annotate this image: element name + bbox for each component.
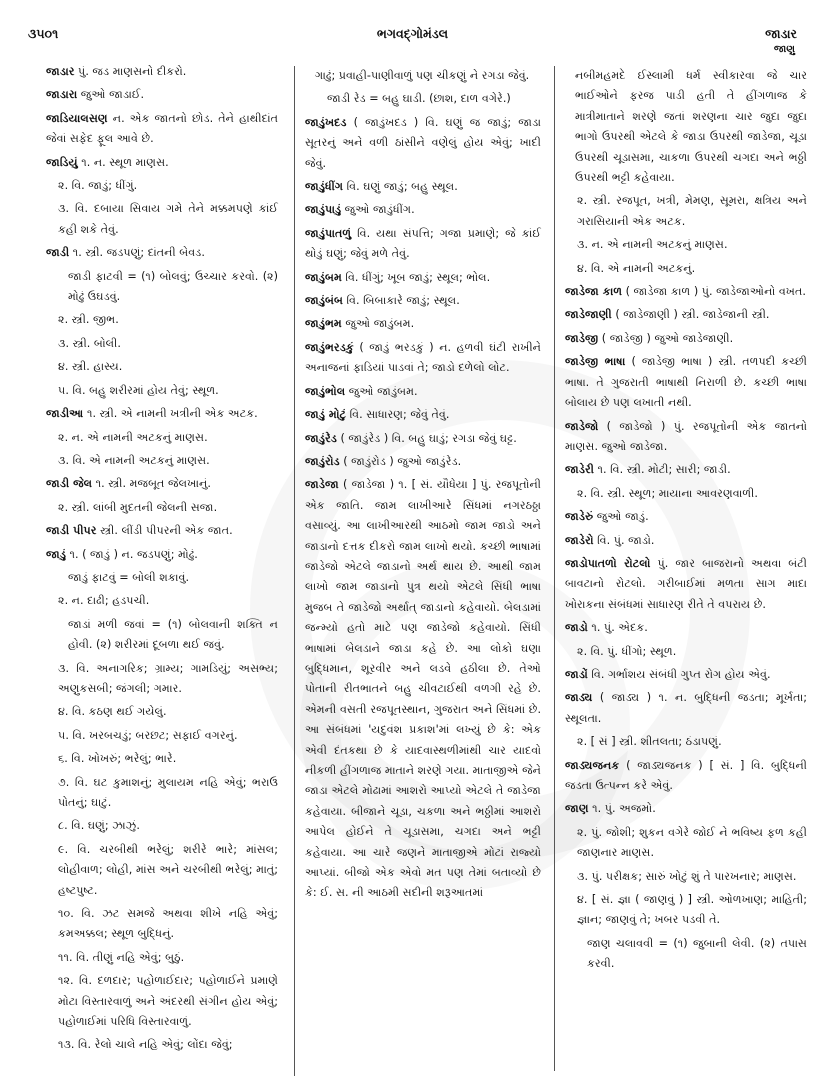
definition-text: ( જાડેજા ) ૧. [ સં. યૌધેયા ] પું. રજપૂતોની એક જાતિ. જામ લાખીઆરે સિંધમાં નગરઠઠ્ઠા વસાવ્યું. આ લાખીઆરથી આઠમો જામ જાડો અને જાડાનો દત્તક દીકરો જામ લાખો થયો. કચ્છી ભાષામાં જાડેજો એટલે જાડાનો અર્થ થાય છે. આથી જામ લાખો જામ જાડાનો પુત્ર થયો એટલે સિંધી ભાષા મુજબ તે જાડેજો અર્થાત્ જાડાનો કહેવાયો. બેલડામાં જન્મ્યો હતો માટે પણ જાડેજો કહેવાયો. સિંધી ભાષામાં બેલડાને જાડા કહે છે. આ લોકો ઘણા બુદ્ધિમાન, શૂરવીર અને લડવે હઠીલા છે. તેઓ પોતાની રીતભાતને બહુ ચીવટાઈથી વળગી રહે છે. એમની વસતી રજપૂતસ્થાન, ગુજરાત અને સિંધમાં છે. આ સંબંધમાં 'યદુવંશ પ્રકાશ'માં લખ્યું છે કે: એક એવી દંતકથા છે કે યાદવાસ્થળીમાંથી ચાર યાદવો નીકળી હીંગળાજ માતાને શરણે ગયા. માતાજીએ જેને જાડા એટલે મોઢામાં આશરો આપ્યો એટલે તે જાડેજા કહેવાયા. બીજાને ચૂડા, ચકળા અને ભઠ્ઠીમાં આશરો આપેલ હોઈને તે ચૂડાસમા, ચગદા અને ભટ્ટી કહેવાયા. આ ચારે જણને માતાજીએ મોટાં રાજ્યો આપ્યાં. બીજો એક એવો મત પણ તેમાં બતાવ્યો છે કે: ઈ. સ. ની આઠમી સદીની શરૂઆતમાં (305, 478, 541, 900)
dictionary-entry (305, 314, 541, 334)
headword: જાડી પીપર (46, 524, 97, 538)
headword: જાડી જેલ (46, 477, 93, 491)
headword: જાડું મોટું (305, 408, 347, 422)
headword: જાડુંભરડકું (305, 340, 354, 354)
sense-definition: ૨. ન. એ નામની અટકનું માણસ. (58, 430, 208, 444)
dictionary-entry (305, 429, 541, 449)
headword: જાડેજો (565, 419, 599, 433)
definition-text: વિ. સાધારણ; જેવું તેવું. (346, 408, 450, 422)
dictionary-columns (46, 62, 806, 1062)
definition-text: ( જાડેજા કાળ ) પું. જાડેજાઓનો વખત. (622, 285, 806, 299)
headword: જાડું (46, 547, 66, 561)
definition-text: ૧. પું. એદક. (587, 621, 648, 635)
sense-definition: ૯. વિ. ચરબીથી ભરેલું; શરીરે ભારે; માંસલ; લોહીવાળ; લોહી, માંસ અને ચરબીથી ભરેલું; માતું; હષ્ટપુષ્ટ. (58, 842, 278, 897)
dictionary-entry (565, 531, 807, 551)
sense-definition: ૪. [ સં. જ્ઞા ( જાણવું ) ] સ્ત્રી. ઓળખાણ; માહિતી; જ્ઞાન; જાણવું તે; ખબર પડવી તે. (577, 893, 807, 927)
dictionary-entry (305, 382, 541, 402)
definition-text: ન. એક જાતનો છોડ. તેને હાથીદાંત જેવાં સફેદ ફૂલ આવે છે. (46, 111, 278, 146)
dictionary-entry (565, 688, 807, 729)
headword: જાડ્ય (565, 691, 593, 705)
headword: જાડો (565, 621, 588, 635)
dictionary-entry (565, 665, 807, 685)
column-2 (294, 66, 541, 1076)
dictionary-entry (46, 404, 278, 424)
sense-definition: ૫. વિ. બહુ શરીરમાં હોય તેવું; સ્થૂળ. (58, 383, 219, 397)
headword: જાડિયાલસણ (46, 111, 108, 125)
guide-word-first: જાડાર (765, 26, 797, 41)
dictionary-entry (565, 554, 807, 615)
dictionary-entry (46, 243, 278, 263)
continued-definition: નબીમહમદે ઈસ્લામી ધર્મ સ્વીકારવા જે ચાર ભાઈઓને ફરજ પાડી હતી તે હીંગળાજ કે માત્રીમાતાને શરણે જતાં શરણના ચાર જુદા જુદા ભાગો ઉપરથી એટલે કે જાડા ઉપરથી જાડેજા, ચૂડા ઉપરથી ચૂડાસમા, ચાકળા ઉપરથી ચગદા અને ભઠ્ઠી ઉપરથી ભટ્ટી કહેવાયા. (575, 69, 807, 185)
sense-definition: ૫. વિ. ખરબચડું; બરછટ; સફાઈ વગરનું. (58, 728, 238, 742)
headword: જાડુંખદડ (305, 115, 347, 129)
dictionary-entry (565, 305, 807, 325)
dictionary-entry (46, 474, 278, 494)
sense-definition: ૨. વિ. પું. ધીંગો; સ્થૂળ. (577, 644, 677, 658)
sense-definition: ૪. વિ. કઠણ થઈ ગયેલું. (58, 705, 167, 719)
definition-text: ૧. સ્ત્રી. મજબૂત જેલખાનું. (92, 477, 211, 491)
dictionary-entry (46, 85, 278, 105)
sense-definition: ૨. સ્ત્રી. જીભ. (58, 313, 119, 327)
sense-definition: ૬. વિ. ખોખરું; ભરેલું; ભારે. (58, 752, 177, 766)
definition-text: વિ. બિબાકારે જાડું; સ્થૂલ. (342, 294, 460, 308)
dictionary-entry (565, 799, 807, 819)
definition-text: વિ. યથા સંપત્તિ; ગજા પ્રમાણે; જે કાંઈ થોડું ઘણું; જેવું મળે તેવું. (305, 226, 541, 261)
dictionary-entry (305, 177, 541, 197)
definition-text: ( જાડું ભરડકું ) ન. હળવી ઘંટી રાખીને અનાજનાં ફાડિયાં પાડવાં તે; જાડો દળેલો લોટ. (305, 340, 541, 375)
dictionary-entry (46, 521, 278, 541)
headword: જાડુંપાતળું (305, 226, 352, 240)
sense-definition: ૮. વિ. ઘણું; ઝાઝું. (58, 819, 140, 833)
sense-definition: ૨. વિ. જાડું; ધીંગું. (58, 179, 138, 193)
headword: જાડુંપાડું (305, 203, 342, 217)
headword: જાડેરું (565, 510, 594, 524)
idiom-usage: જાણ ચલાવવી = (૧) જુબાની લેવી. (૨) તપાસ કરવી. (587, 936, 807, 971)
page-header (28, 26, 797, 55)
dictionary-entry (46, 109, 278, 150)
dictionary-entry (565, 756, 807, 797)
definition-text: ૧. સ્ત્રી. એ નામની ખત્રીની એક અટક. (83, 407, 258, 421)
headword: જાડી (46, 246, 70, 260)
dictionary-entry (46, 545, 278, 565)
dictionary-entry (565, 417, 807, 458)
definition-text: ( જાડેજાણી ) સ્ત્રી. જાડેજાની સ્ત્રી. (611, 308, 770, 322)
dictionary-entry (305, 338, 541, 379)
sense-definition: ૧૨. વિ. દળદાર; પહોળાઈદાર; પહોળાઈને પ્રમાણે મોટા વિસ્તારવાળું અને અંદરથી સંગીન હોય એવું; પહોળાઈમાં પરિધિ વિસ્તારવાળું. (58, 974, 278, 1029)
dictionary-entry (565, 507, 807, 527)
definition-text: સ્ત્રી. લીંડી પીપરની એક જાત. (96, 524, 233, 538)
dictionary-entry (305, 200, 541, 220)
idiom-usage: જાડું ફાટવું = બોલી શકાવું. (68, 570, 190, 584)
column-1 (46, 62, 278, 1059)
dictionary-entry (305, 224, 541, 265)
definition-text: જુઓ જાડુંબમ. (341, 317, 415, 331)
sense-definition: ૩. વિ. દબાયા સિવાય ગમે તેને મક્કમપણે કાંઈ કહી શકે તેવું. (58, 202, 278, 236)
definition-text: ૧. સ્ત્રી. જડપણું; દાંતની બેવડ. (69, 246, 205, 260)
dictionary-entry (305, 475, 541, 904)
headword: જાડુંભોલ (305, 384, 346, 398)
definition-text: વિ. ગર્ભાશય સંબંધી ગુપ્ત રોગ હોય એવું. (587, 667, 771, 681)
dictionary-entry (565, 460, 807, 480)
sense-definition: ૧૦. વિ. ઝટ સમજે અથવા શીખે નહિ એવું; કમઅક્કલ; સ્થૂળ બુદ્ધિનું. (58, 907, 278, 941)
dictionary-entry (305, 268, 541, 288)
headword: જાડેરી (565, 463, 594, 477)
definition-text: ૧. વિ. સ્ત્રી. મોટી; સારી; જાડી. (593, 463, 731, 477)
definition-text: ( જાડુંખદડ ) વિ. ઘણું જ જાડું; જાડા સૂતરનું અને વળી ઠાંસીને વણેલું હોય એવું; ખાદી જેવું. (305, 115, 541, 170)
guide-word-last: જાણુ (773, 44, 795, 55)
headword: જાડ્યજનક (565, 758, 620, 772)
sense-definition: ૪. સ્ત્રી. હાસ્ય. (58, 360, 123, 374)
dictionary-entry (305, 113, 541, 174)
sense-definition: ૧૩. વિ. રેલો ચાલે નહિ એવું; લોંદા જેવું; (58, 1038, 233, 1052)
headword: જાણ (565, 802, 589, 816)
definition-text: પું. જાર બાજરાનો અથવા બંટી બાવટાનો રોટલો. ગરીબાઈમાં મળતા સાગ માદા ખોરાકના સંબંધમાં સાધારણ રીતે તે વપરાય છે. (565, 556, 807, 611)
sense-definition: ૨. [ સં ] સ્ત્રી. શીતલતા; ઠંડાપણું. (577, 735, 722, 749)
definition-text: વિ. ધીંગું; ખૂબ જાડું; સ્થૂલ; ભોલ. (341, 270, 491, 284)
dictionary-entry (565, 329, 807, 349)
headword: જાડેજા (305, 478, 339, 492)
continued-definition: ગાઢું; પ્રવાહી-પાણીવાળું પણ ચીકણું ને રગડા જેવું. (315, 69, 530, 82)
sense-definition: ૨. પું. જોશી; શુકન વગેરે જોઈ ને ભવિષ્ય ફળ કહી જાણનાર માણસ. (577, 825, 807, 860)
headword: જાડુંબંબ (305, 294, 343, 308)
headword: જાડેજાણી (565, 308, 612, 322)
sense-definition: ૨. ન. દાઢી; હડપચી. (58, 594, 150, 608)
definition-text: ( જાડુંરોડ ) જુઓ જાડુંરેડ. (339, 454, 462, 468)
definition-text: જુઓ જાડુંબમ. (345, 384, 418, 398)
definition-text: ૧. ( જાડું ) ન. જડપણું; મોઢું. (65, 547, 198, 561)
definition-text: જુઓ જાડાઈ. (77, 88, 145, 102)
definition-text: ૧. પું. અજમો. (588, 802, 656, 816)
column-3 (554, 66, 807, 1071)
definition-text: જુઓ જાડું. (593, 510, 649, 524)
definition-text: ( જાડેજી ભાષા ) સ્ત્રી. તળપદી કચ્છી ભાષા. તે ગુજરાતી ભાષાથી નિરાળી છે. કચ્છી ભાષા બોલાય છે પણ લખાતી નથી. (565, 355, 807, 410)
definition-text: વિ. ઘણું જાડું; બહુ સ્થૂલ. (343, 180, 458, 194)
sense-definition: ૩. પું. પરીક્ષક; સારું ખોટું શું તે પારખનાર; માણસ. (577, 869, 797, 883)
definition-text: ( જાડેજો ) પું. રજપૂતોની એક જાતનો માણસ. જુઓ જાડેજા. (565, 419, 807, 453)
headword: જાડુંભમ (305, 317, 342, 331)
dictionary-entry (46, 62, 278, 82)
page-number: ૩૫૦૧ (28, 26, 59, 41)
dictionary-entry (565, 618, 807, 638)
headword: જાડારા (46, 88, 78, 102)
sense-definition: ૪. વિ. એ નામની અટકનું. (577, 261, 696, 275)
headword: જાડોં (565, 667, 588, 681)
dictionary-entry (305, 452, 541, 472)
dictionary-entry (565, 282, 807, 302)
headword: જાડુંધીંગ (305, 180, 344, 194)
sense-definition: ૩. સ્ત્રી. બોલી. (58, 336, 121, 350)
sense-definition: ૩. ન. એ નામની અટકનું માણસ. (577, 238, 728, 252)
headword: જાડાર (46, 65, 75, 78)
sense-definition: ૩. વિ. એ નામની અટકનું માણસ. (58, 453, 210, 467)
headword: જાડેજી (565, 331, 599, 345)
headword: જાડુંરોડ (305, 454, 340, 468)
headword: જાડુંરેડ (305, 431, 337, 445)
book-title: ભગવદ્ગોમંડલ (376, 26, 449, 41)
idiom-usage: જાડાં મળી જવાં = (૧) બોલવાની શક્તિ ન હોવી. (૨) શરીરમાં દૂબળા થઈ જવું. (68, 617, 278, 652)
dictionary-entry (565, 352, 807, 413)
definition-text: ( જાડ્ય ) ૧. ન. બુદ્ધિની જડતા; મૂર્ખતા; સ્થૂલતા. (565, 691, 807, 725)
headword: જાડેજી ભાષા (565, 355, 626, 369)
definition-text: ( જાડેજી ) જુઓ જાડેજાણી. (598, 331, 734, 345)
sense-definition: ૨. વિ. સ્ત્રી. સ્થૂળ; માયાના આવરણવાળી. (577, 486, 758, 500)
headword: જાડિયું (46, 155, 78, 169)
headword: જાડેરો (565, 533, 594, 547)
idiom-usage: જાડી રેડ = બહુ ઘાડી. (છાશ, દાળ વગેરે.) (327, 92, 511, 106)
dictionary-entry (46, 153, 278, 173)
headword: જાડીઆ (46, 407, 84, 421)
headword: જાડેજા કાળ (565, 285, 623, 299)
sense-definition: ૧૧. વિ. તીણું નહિ એવું; બુઠું. (58, 950, 185, 964)
definition-text: પું. જડ માણસનો દીકરો. (74, 65, 187, 78)
idiom-usage: જાડી ફાટવી = (૧) બોલવું; ઉચ્ચાર કરવો. (૨) મોઢું ઉઘડવું. (68, 269, 278, 304)
headword: જાડોપાતળો રોટલો (565, 556, 651, 570)
definition-text: વિ. પું. જાડો. (593, 533, 655, 547)
sense-definition: ૭. વિ. ઘટ કુમાશનું; મુલાયમ નહિ એવું; ભરાઉ પોતનું; ઘાટું. (58, 775, 278, 809)
definition-text: ( જાડ્યજનક ) [ સં. ] વિ. બુદ્ધિની જડતા ઉત્પન્ન કરે એવું. (565, 758, 807, 792)
definition-text: ( જાડુંરેડ ) વિ. બહુ ઘાડું; રગડા જેવું ઘટ્ટ. (336, 431, 517, 445)
sense-definition: ૨. સ્ત્રી. રજપૂત, ખત્રી, મેમણ, સૂમરા, ક્ષત્રિય અને ગરાસિયાની એક અટક. (577, 194, 807, 228)
dictionary-entry (305, 405, 541, 425)
definition-text: ૧. ન. સ્થૂળ માણસ. (77, 155, 169, 169)
headword: જાડુંબમ (305, 270, 342, 284)
sense-definition: ૨. સ્ત્રી. લાંબી મુદતની જેલની સજા. (58, 500, 218, 514)
dictionary-entry (305, 291, 541, 311)
sense-definition: ૩. વિ. અનાગરિક; ગ્રામ્ય; ગામડિયું; અસભ્ય; અણુકસબી; જંગલી; ગમાર. (58, 661, 278, 695)
definition-text: જુઓ જાડુંધીંગ. (341, 203, 415, 217)
